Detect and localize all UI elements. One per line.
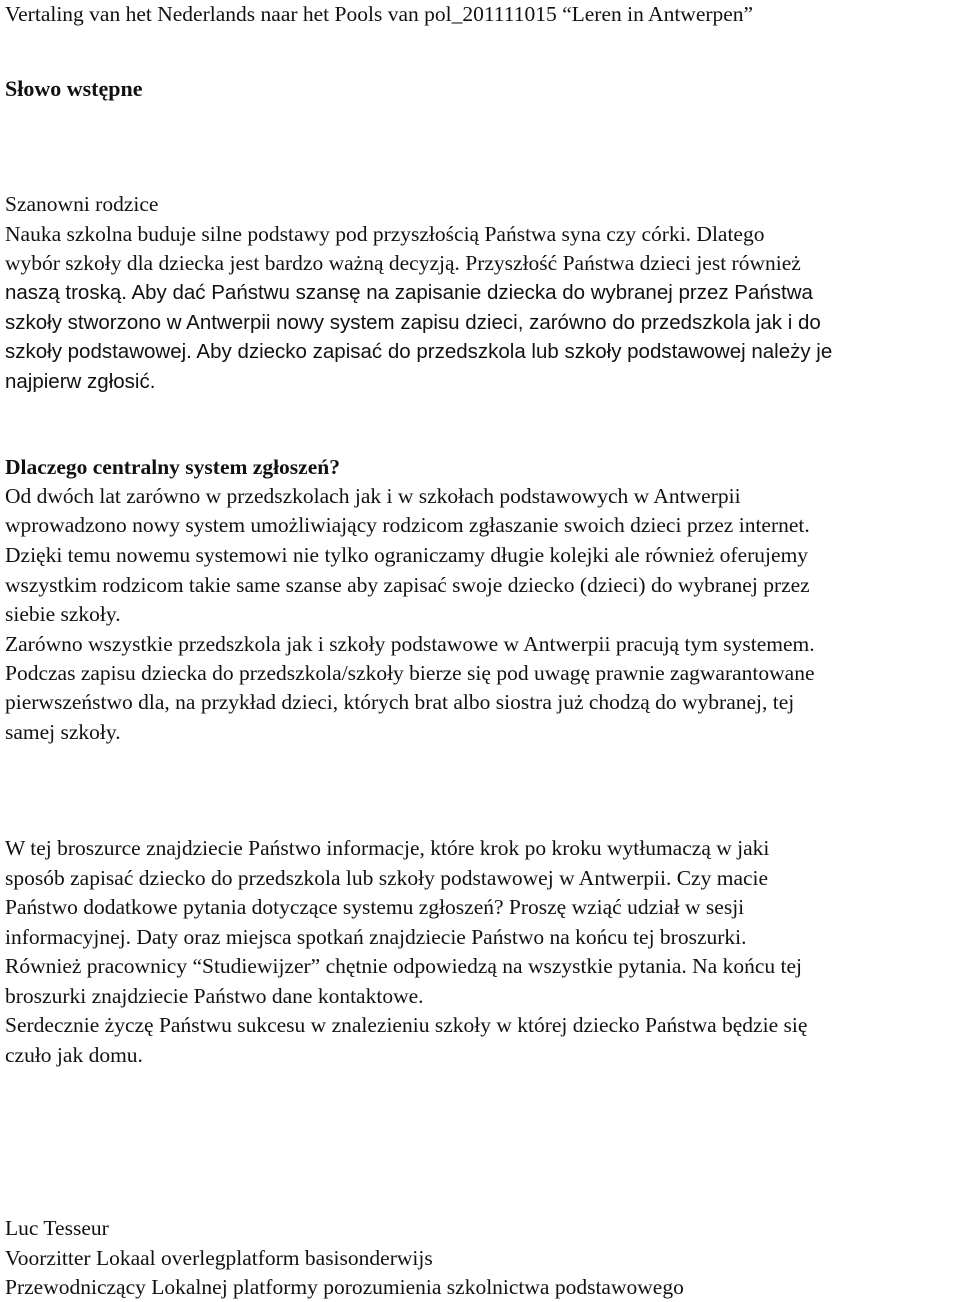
intro-line: naszą troską. Aby dać Państwu szansę na zapisanie dziecka do wybranej przez Państwa <box>5 281 813 304</box>
signature-title-nl: Voorzitter Lokaal overlegplatform basisonderwijs <box>5 1246 433 1270</box>
intro-line: Nauka szkolna buduje silne podstawy pod przyszłością Państwa syna czy córki. Dlatego <box>5 222 765 246</box>
closing-line: Również pracownicy “Studiewijzer” chętnie odpowiedzą na wszystkie pytania. Na końcu tej <box>5 954 803 978</box>
section-line: wprowadzono nowy system umożliwiający rodzicom zgłaszanie swoich dzieci przez internet. <box>5 513 810 537</box>
section-line: Dzięki temu nowemu systemowi nie tylko ograniczamy długie kolejki ale również oferujemy <box>5 543 809 567</box>
closing-line: Państwo dodatkowe pytania dotyczące systemu zgłoszeń? Proszę wziąć udział w sesji <box>5 895 745 919</box>
closing-line: czuło jak domu. <box>5 1043 143 1067</box>
intro-line: szkoły stworzono w Antwerpii nowy system zapisu dzieci, zarówno do przedszkola jak i do <box>5 311 821 334</box>
section-line: samej szkoły. <box>5 720 121 744</box>
salutation: Szanowni rodzice <box>5 192 159 216</box>
closing-line: Serdecznie życzę Państwu sukcesu w znalezieniu szkoły w której dziecko Państwa będzie się <box>5 1013 808 1037</box>
section-heading: Dlaczego centralny system zgłoszeń? <box>5 455 340 479</box>
closing-line: informacyjnej. Daty oraz miejsca spotkań znajdziecie Państwo na końcu tej broszurki. <box>5 925 747 949</box>
section-line: Od dwóch lat zarówno w przedszkolach jak i w szkołach podstawowych w Antwerpii <box>5 484 741 508</box>
intro-line: najpierw zgłosić. <box>5 370 156 393</box>
header-line: Vertaling van het Nederlands naar het Pools van pol_201111015 “Leren in Antwerpen” <box>5 2 754 26</box>
intro-line: wybór szkoły dla dziecka jest bardzo ważną decyzją. Przyszłość Państwa dzieci jest również <box>5 251 801 275</box>
section-line: Zarówno wszystkie przedszkola jak i szkoły podstawowe w Antwerpii pracują tym systemem. <box>5 632 815 656</box>
section-line: siebie szkoły. <box>5 602 121 626</box>
closing-line: W tej broszurce znajdziecie Państwo informacje, które krok po kroku wytłumaczą w jaki <box>5 836 770 860</box>
section-line: pierwszeństwo dla, na przykład dzieci, których brat albo siostra już chodzą do wybranej, tej <box>5 690 795 714</box>
signature-name: Luc Tesseur <box>5 1216 109 1240</box>
signature-title-pl: Przewodniczący Lokalnej platformy porozumienia szkolnictwa podstawowego <box>5 1275 684 1299</box>
closing-line: sposób zapisać dziecko do przedszkola lub szkoły podstawowej w Antwerpii. Czy macie <box>5 866 769 890</box>
closing-line: broszurki znajdziecie Państwo dane kontaktowe. <box>5 984 424 1008</box>
section-line: wszystkim rodzicom takie same szanse aby zapisać swoje dziecko (dzieci) do wybranej przez <box>5 573 810 597</box>
section-line: Podczas zapisu dziecka do przedszkola/szkoły bierze się pod uwagę prawnie zagwarantowane <box>5 661 815 685</box>
page-title: Słowo wstępne <box>5 76 143 101</box>
intro-line: szkoły podstawowej. Aby dziecko zapisać do przedszkola lub szkoły podstawowej należy je <box>5 340 833 363</box>
